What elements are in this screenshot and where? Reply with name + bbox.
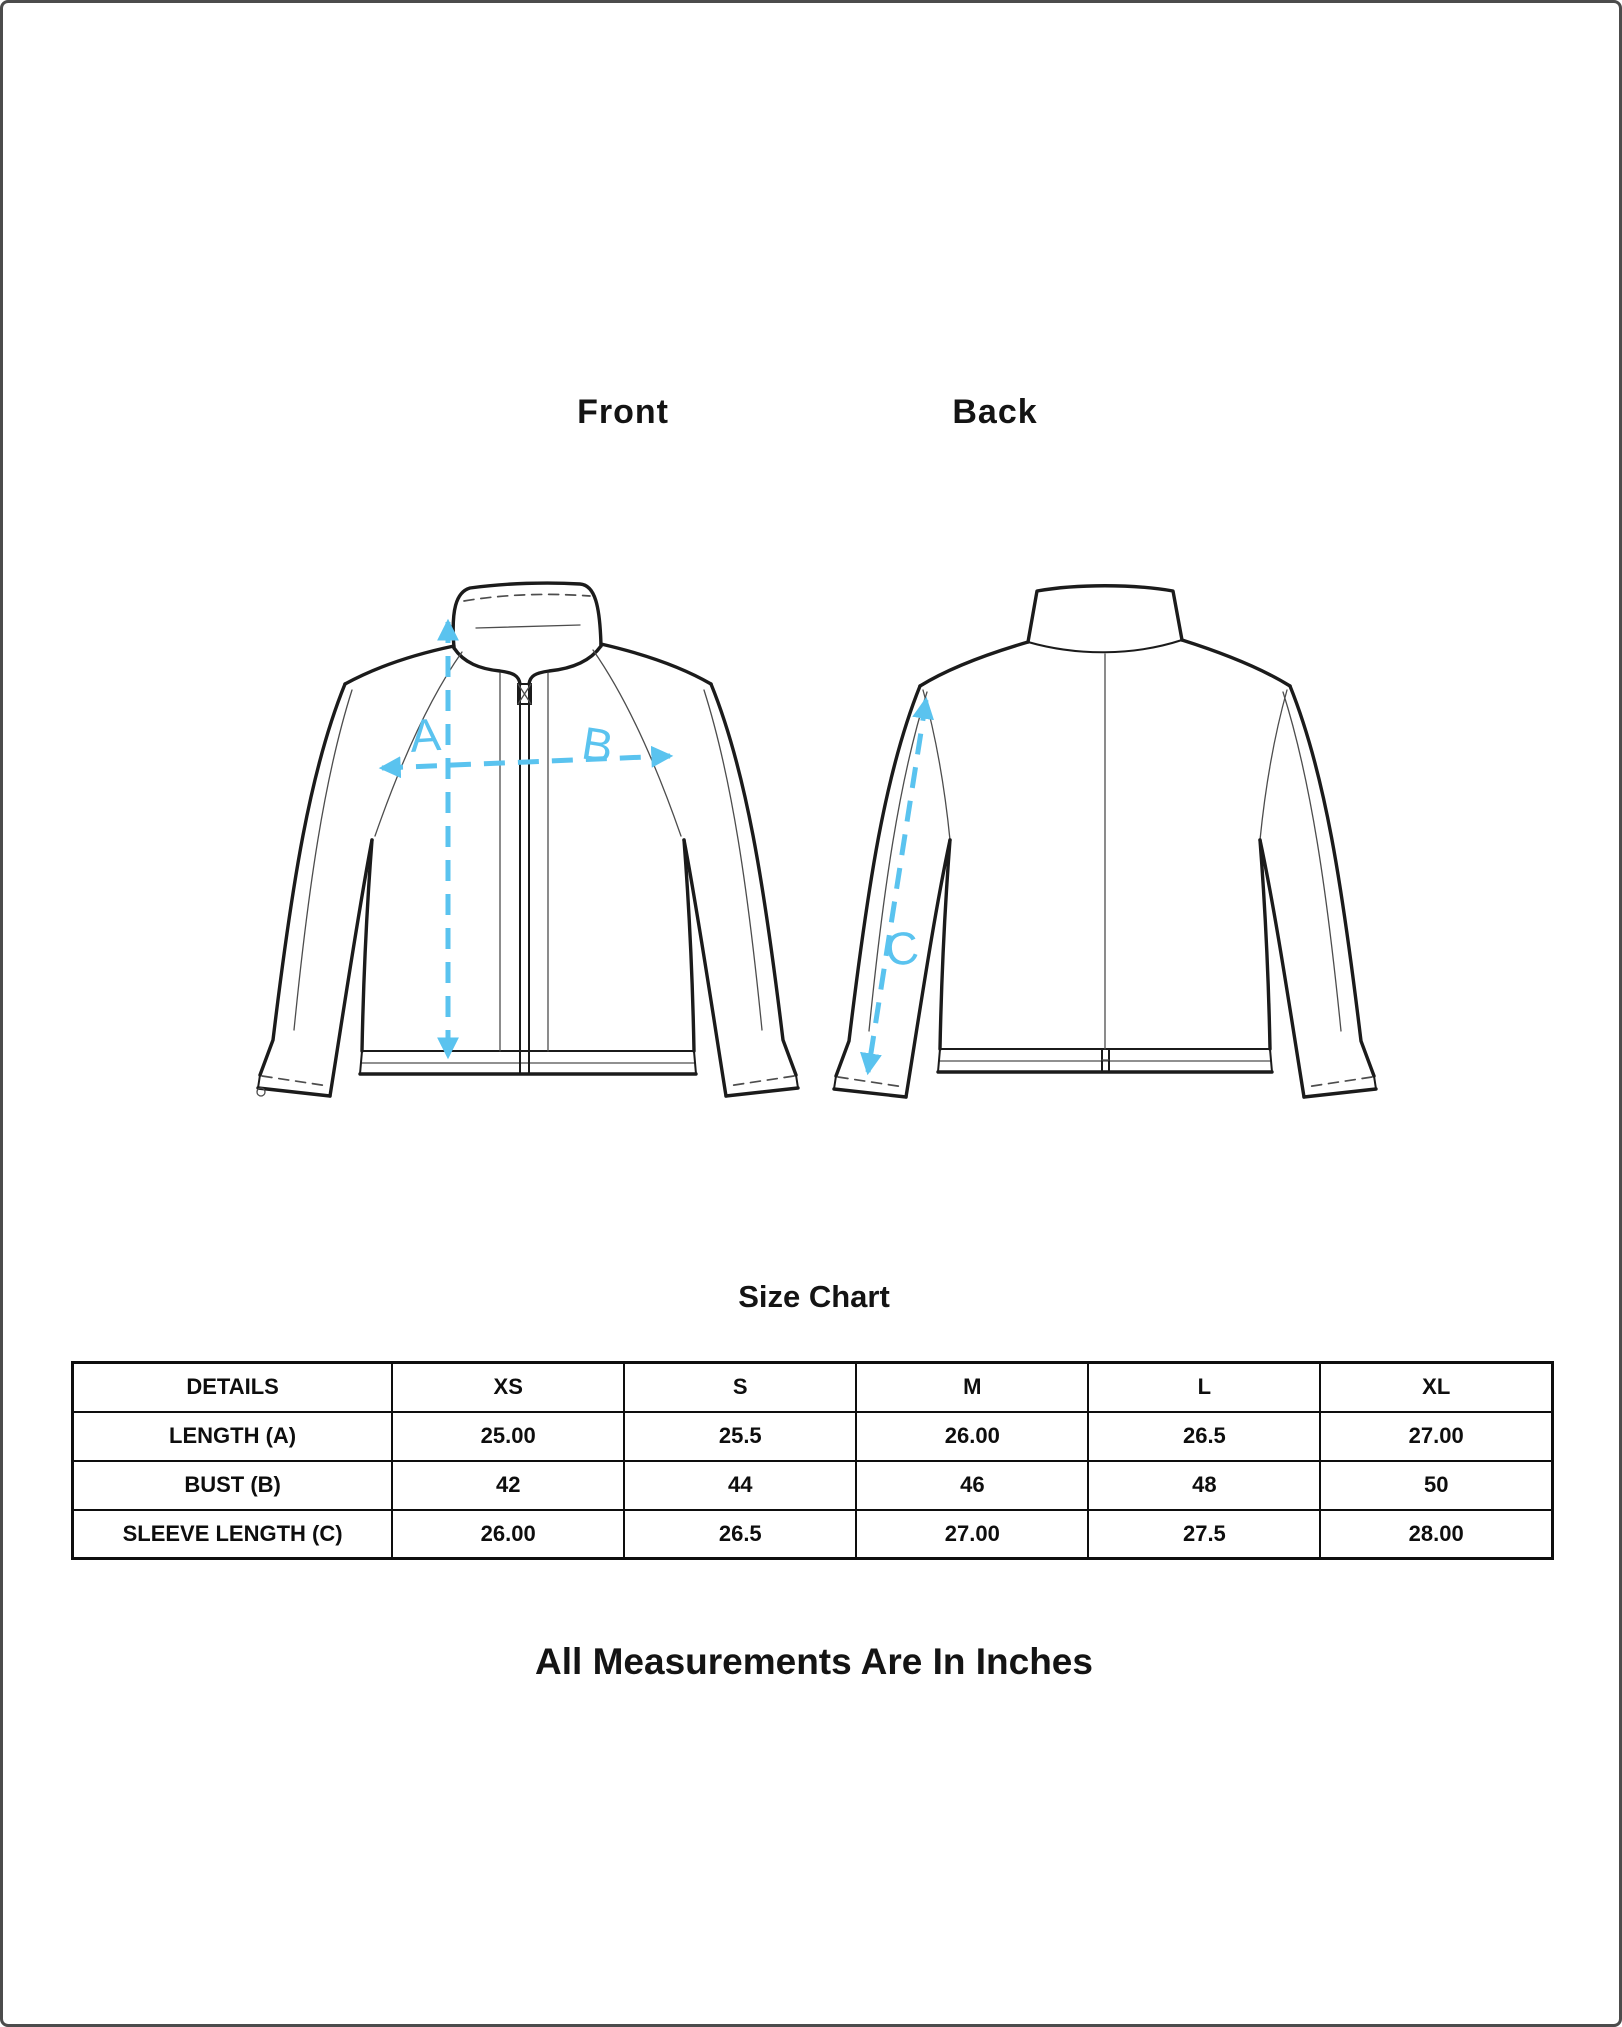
cell-bust-l: 48 bbox=[1088, 1461, 1320, 1510]
cell-length-xl: 27.00 bbox=[1320, 1412, 1552, 1461]
right-cuff-stitch bbox=[728, 1076, 794, 1086]
table-row-length bbox=[73, 1412, 1553, 1461]
cell-length-s: 25.5 bbox=[624, 1412, 856, 1461]
cell-sleeve-m: 27.00 bbox=[856, 1510, 1088, 1559]
cell-bust-m: 46 bbox=[856, 1461, 1088, 1510]
front-jacket-zipper bbox=[500, 673, 548, 1074]
measure-arrow-a bbox=[408, 622, 448, 1056]
table-row-bust bbox=[73, 1461, 1553, 1510]
col-header-xs: XS bbox=[392, 1363, 624, 1412]
measure-label-a: A bbox=[408, 707, 443, 762]
cell-sleeve-l: 27.5 bbox=[1088, 1510, 1320, 1559]
cell-sleeve-xs: 26.00 bbox=[392, 1510, 624, 1559]
size-chart-table bbox=[71, 1361, 1554, 1560]
cell-length-l: 26.5 bbox=[1088, 1412, 1320, 1461]
col-header-m: M bbox=[856, 1363, 1088, 1412]
cell-bust-xs: 42 bbox=[392, 1461, 624, 1510]
col-header-details: DETAILS bbox=[73, 1363, 393, 1412]
back-view-label: Back bbox=[952, 393, 1038, 431]
back-right-cuff-stitch bbox=[1306, 1077, 1372, 1087]
measurements-note: All Measurements Are In Inches bbox=[535, 1641, 1093, 1682]
back-jacket-drawing bbox=[825, 578, 1385, 1123]
front-jacket-drawing bbox=[248, 578, 808, 1123]
table-header-row bbox=[73, 1363, 1553, 1412]
row-label-bust: BUST (B) bbox=[73, 1461, 393, 1510]
col-header-l: L bbox=[1088, 1363, 1320, 1412]
measure-label-c: C bbox=[882, 920, 922, 976]
row-label-sleeve-length: SLEEVE LENGTH (C) bbox=[73, 1510, 393, 1559]
col-header-xl: XL bbox=[1320, 1363, 1552, 1412]
left-cuff-stitch bbox=[262, 1076, 328, 1086]
cell-length-m: 26.00 bbox=[856, 1412, 1088, 1461]
back-jacket-outline bbox=[834, 586, 1376, 1097]
back-left-cuff-stitch bbox=[838, 1077, 904, 1087]
cell-sleeve-xl: 28.00 bbox=[1320, 1510, 1552, 1559]
table-row-sleeve-length bbox=[73, 1510, 1553, 1559]
cell-sleeve-s: 26.5 bbox=[624, 1510, 856, 1559]
front-jacket-outline bbox=[257, 583, 798, 1096]
collar-stitch-line bbox=[464, 594, 590, 601]
row-label-length: LENGTH (A) bbox=[73, 1412, 393, 1461]
cell-length-xs: 25.00 bbox=[392, 1412, 624, 1461]
cell-bust-s: 44 bbox=[624, 1461, 856, 1510]
cell-bust-xl: 50 bbox=[1320, 1461, 1552, 1510]
size-chart-title: Size Chart bbox=[738, 1279, 890, 1314]
col-header-s: S bbox=[624, 1363, 856, 1412]
front-view-label: Front bbox=[577, 393, 669, 431]
measure-label-b: B bbox=[578, 716, 617, 773]
